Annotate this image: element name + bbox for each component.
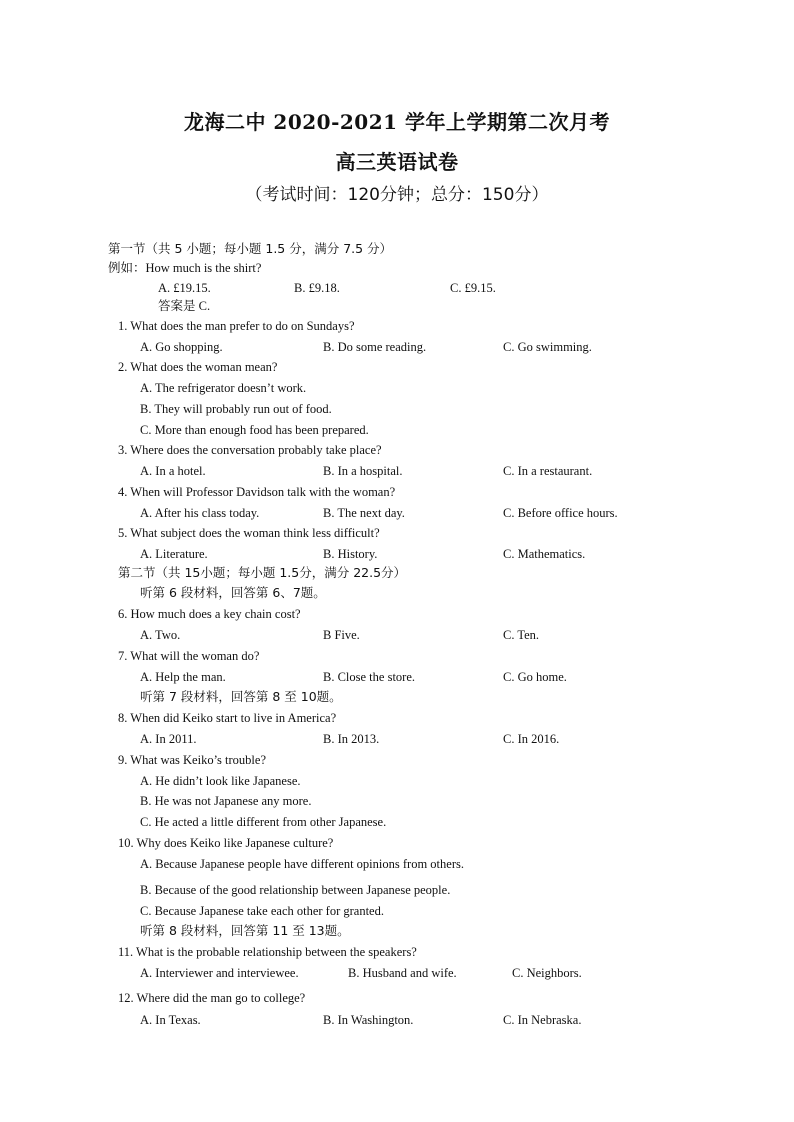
instruction: 听第 6 段材料，回答第 6、7题。 bbox=[140, 585, 326, 600]
option: A. Because Japanese people have different opinions from others. bbox=[140, 857, 464, 871]
example-prompt: 例如：How much is the shirt? bbox=[108, 261, 262, 275]
option: C. He acted a little different from other Japanese. bbox=[140, 815, 387, 829]
option: C. Neighbors. bbox=[512, 966, 582, 980]
option: A. In a hotel. bbox=[140, 464, 206, 478]
option: A. Two. bbox=[140, 628, 181, 642]
question-text: 11. What is the probable relationship between the speakers? bbox=[118, 945, 417, 959]
question-text: 12. Where did the man go to college? bbox=[118, 991, 306, 1005]
option: B. Do some reading. bbox=[323, 340, 427, 354]
example-option: B. £9.18. bbox=[294, 281, 340, 295]
option: C. Go home. bbox=[503, 670, 567, 684]
option: C. In 2016. bbox=[503, 732, 560, 746]
option: C. Mathematics. bbox=[503, 547, 586, 561]
option: A. After his class today. bbox=[140, 506, 260, 520]
option: B. Husband and wife. bbox=[348, 966, 457, 980]
option: C. Because Japanese take each other for granted. bbox=[140, 904, 384, 918]
option: B. In Washington. bbox=[323, 1013, 414, 1027]
question-text: 5. What subject does the woman think less difficult? bbox=[118, 526, 380, 540]
option: C. In a restaurant. bbox=[503, 464, 593, 478]
question-text: 6. How much does a key chain cost? bbox=[118, 607, 301, 621]
exam-title: 龙海二中 2020-2021 学年上学期第二次月考 bbox=[183, 110, 611, 134]
option: C. In Nebraska. bbox=[503, 1013, 582, 1027]
example-option: A. £19.15. bbox=[158, 281, 211, 295]
option: C. Go swimming. bbox=[503, 340, 592, 354]
example-option: C. £9.15. bbox=[450, 281, 496, 295]
question-text: 8. When did Keiko start to live in America? bbox=[118, 711, 337, 725]
question-text: 1. What does the man prefer to do on Sundays? bbox=[118, 319, 355, 333]
exam-subtitle: 高三英语试卷 bbox=[335, 150, 459, 174]
question-text: 7. What will the woman do? bbox=[118, 649, 260, 663]
question-text: 10. Why does Keiko like Japanese culture? bbox=[118, 836, 334, 850]
question-text: 3. Where does the conversation probably take place? bbox=[118, 443, 382, 457]
option: B. He was not Japanese any more. bbox=[140, 794, 312, 808]
question-text: 4. When will Professor Davidson talk with the woman? bbox=[118, 485, 396, 499]
question-text: 2. What does the woman mean? bbox=[118, 360, 278, 374]
option: B. Because of the good relationship between Japanese people. bbox=[140, 883, 451, 897]
option: A. In Texas. bbox=[140, 1013, 201, 1027]
option: B. History. bbox=[323, 547, 378, 561]
option: A. The refrigerator doesn’t work. bbox=[140, 381, 307, 395]
option: A. Interviewer and interviewee. bbox=[140, 966, 299, 980]
option: A. Literature. bbox=[140, 547, 208, 561]
option: A. In 2011. bbox=[140, 732, 197, 746]
option: B. In 2013. bbox=[323, 732, 380, 746]
option: A. Go shopping. bbox=[140, 340, 223, 354]
option: A. He didn’t look like Japanese. bbox=[140, 774, 301, 788]
instruction: 听第 8 段材料，回答第 11 至 13题。 bbox=[140, 923, 350, 938]
option: C. Ten. bbox=[503, 628, 540, 642]
option: B. In a hospital. bbox=[323, 464, 403, 478]
example-answer: 答案是 C. bbox=[158, 299, 211, 313]
option: B. The next day. bbox=[323, 506, 405, 520]
option: B. They will probably run out of food. bbox=[140, 402, 332, 416]
option: C. More than enough food has been prepared. bbox=[140, 423, 369, 437]
section1-heading: 第一节（共 5 小题；每小题 1.5 分，满分 7.5 分） bbox=[108, 241, 393, 256]
instruction: 听第 7 段材料，回答第 8 至 10题。 bbox=[140, 689, 342, 704]
question-text: 9. What was Keiko’s trouble? bbox=[118, 753, 266, 767]
option: B Five. bbox=[323, 628, 360, 642]
exam-info: （考试时间：120分钟；总分：150分） bbox=[245, 185, 549, 205]
option: B. Close the store. bbox=[323, 670, 416, 684]
option: A. Help the man. bbox=[140, 670, 226, 684]
section2-heading: 第二节（共 15小题；每小题 1.5分，满分 22.5分） bbox=[118, 565, 407, 580]
option: C. Before office hours. bbox=[503, 506, 618, 520]
